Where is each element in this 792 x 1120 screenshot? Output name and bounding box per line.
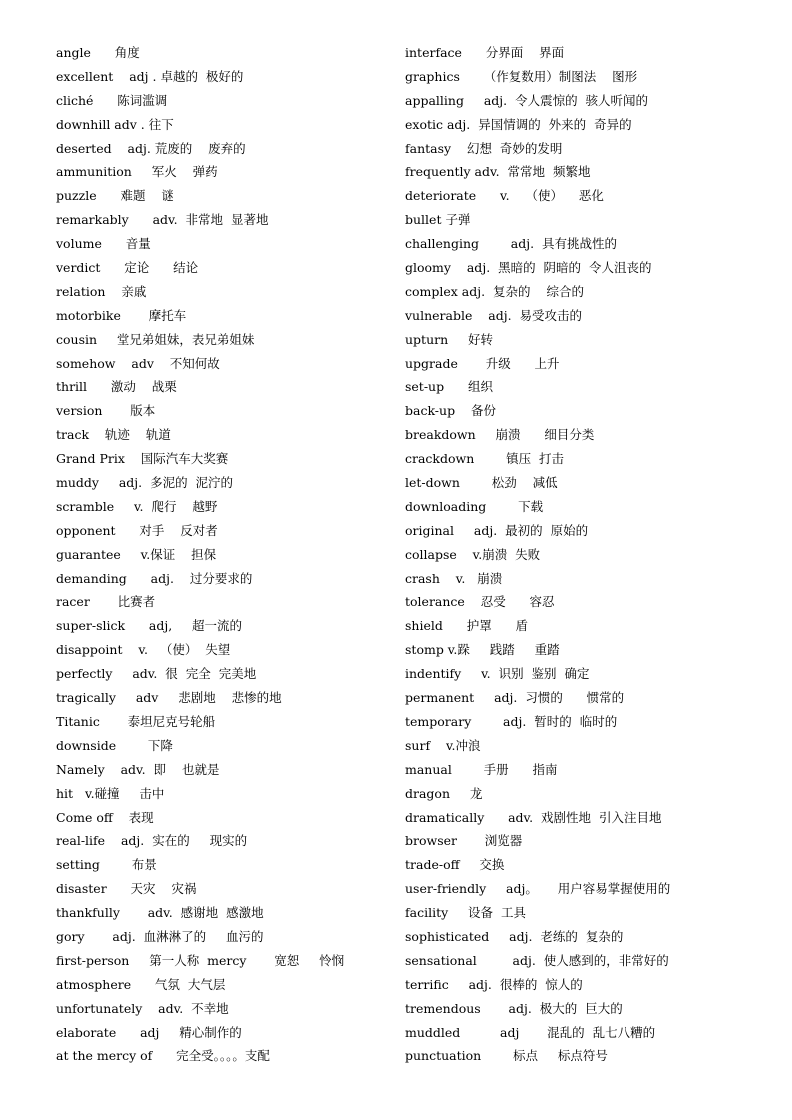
vocab-entry: downhill adv . 往下 xyxy=(56,116,174,132)
vocab-entry: Come off 表现 xyxy=(56,809,154,825)
vocab-entry: surf v.冲浪 xyxy=(405,737,481,753)
vocab-entry: browser 浏览器 xyxy=(405,833,523,849)
vocab-entry: upgrade 升级 上升 xyxy=(405,355,560,371)
vocab-entry: opponent 对手 反对者 xyxy=(56,522,218,538)
vocab-entry: crackdown 镇压 打击 xyxy=(405,451,565,467)
vocab-entry: atmosphere 气氛 大气层 xyxy=(56,976,226,992)
vocab-entry: ammunition 军火 弹药 xyxy=(56,164,218,180)
vocab-entry: exotic adj. 异国情调的 外来的 奇异的 xyxy=(405,116,632,132)
vocab-entry: sensational adj. 使人感到的，非常好的 xyxy=(405,952,669,968)
vocab-entry: downside 下降 xyxy=(56,737,173,753)
vocab-entry: elaborate adj 精心制作的 xyxy=(56,1024,242,1040)
vocab-entry: somehow adv 不知何故 xyxy=(56,355,220,371)
vocab-entry: dramatically adv. 戏剧性地 引入注目地 xyxy=(405,809,662,825)
vocab-entry: breakdown 崩溃 细目分类 xyxy=(405,427,595,443)
vocab-entry: graphics （作复数用）制图法 图形 xyxy=(405,68,638,84)
vocab-entry: gory adj. 血淋淋了的 血污的 xyxy=(56,928,264,944)
vocab-entry: Titanic 泰坦尼克号轮船 xyxy=(56,713,216,729)
vocab-entry: upturn 好转 xyxy=(405,331,494,347)
vocab-entry: facility 设备 工具 xyxy=(405,905,526,921)
vocab-entry: track 轨迹 轨道 xyxy=(56,427,171,443)
vocab-entry: deserted adj. 荒废的 废弃的 xyxy=(56,140,246,156)
vocab-entry: terrific adj. 很棒的 惊人的 xyxy=(405,976,583,992)
vocab-entry: disaster 天灾 灾祸 xyxy=(56,881,197,897)
vocab-entry: punctuation 标点 标点符号 xyxy=(405,1048,608,1064)
vocab-entry: unfortunately adv. 不幸地 xyxy=(56,1000,229,1016)
vocab-entry: original adj. 最初的 原始的 xyxy=(405,522,589,538)
vocab-entry: indentify v. 识别 鉴别 确定 xyxy=(405,666,590,682)
vocab-entry: downloading 下载 xyxy=(405,498,544,514)
vocab-entry: first-person 第一人称 mercy 宽恕 怜悯 xyxy=(56,952,345,968)
vocab-entry: cousin 堂兄弟姐妹，表兄弟姐妹 xyxy=(56,331,255,347)
vocab-entry: trade-off 交换 xyxy=(405,857,505,873)
vocab-entry: setting 布景 xyxy=(56,857,157,873)
vocab-entry: dragon 龙 xyxy=(405,785,483,801)
vocab-entry: volume 音量 xyxy=(56,236,151,252)
vocab-entry: real-life adj. 实在的 现实的 xyxy=(56,833,248,849)
vocab-entry: super-slick adj, 超一流的 xyxy=(56,618,243,634)
vocab-entry: remarkably adv. 非常地 显著地 xyxy=(56,212,269,228)
vocab-entry: motorbike 摩托车 xyxy=(56,307,187,323)
vocab-entry: Grand Prix 国际汽车大奖赛 xyxy=(56,451,229,467)
vocab-entry: gloomy adj. 黑暗的 阴暗的 令人沮丧的 xyxy=(405,260,652,276)
vocab-entry: user-friendly adj。 用户容易掌握使用的 xyxy=(405,881,671,897)
vocab-entry: thankfully adv. 感谢地 感激地 xyxy=(56,905,264,921)
vocab-entry: muddled adj 混乱的 乱七八糟的 xyxy=(405,1024,656,1040)
vocab-entry: tolerance 忍受 容忍 xyxy=(405,594,555,610)
vocab-entry: let-down 松劲 减低 xyxy=(405,475,558,491)
vocab-entry: cliché 陈词滥调 xyxy=(56,92,168,108)
vocab-entry: complex adj. 复杂的 综合的 xyxy=(405,283,584,299)
vocab-entry: relation 亲戚 xyxy=(56,283,147,299)
vocab-entry: at the mercy of 完全受。。。。支配 xyxy=(56,1048,270,1064)
vocab-entry: bullet 子弹 xyxy=(405,212,471,228)
vocab-entry: Namely adv. 即 也就是 xyxy=(56,761,220,777)
vocab-entry: vulnerable adj. 易受攻击的 xyxy=(405,307,583,323)
vocab-entry: set-up 组织 xyxy=(405,379,493,395)
vocab-entry: appalling adj. 令人震惊的 骇人听闻的 xyxy=(405,92,649,108)
right-vocab-column xyxy=(405,41,775,1068)
vocab-entry: angle 角度 xyxy=(56,45,140,60)
vocab-entry: version 版本 xyxy=(56,403,156,419)
vocab-entry: puzzle 难题 谜 xyxy=(56,188,174,204)
vocab-entry: disappoint v. （使） 失望 xyxy=(56,642,231,658)
vocab-entry: frequently adv. 常常地 频繁地 xyxy=(405,164,591,180)
vocab-entry: temporary adj. 暂时的 临时的 xyxy=(405,713,618,729)
vocab-entry: guarantee v.保证 担保 xyxy=(56,546,217,562)
vocab-entry: scramble v. 爬行 越野 xyxy=(56,498,218,514)
vocab-entry: racer 比赛者 xyxy=(56,594,156,610)
vocab-entry: deteriorate v. （使） 恶化 xyxy=(405,188,604,204)
vocab-entry: hit v.碰撞 击中 xyxy=(56,785,165,801)
vocab-entry: interface 分界面 界面 xyxy=(405,45,565,60)
vocab-entry: back-up 备份 xyxy=(405,403,496,419)
vocab-entry: excellent adj . 卓越的 极好的 xyxy=(56,68,244,84)
vocab-entry: fantasy 幻想 奇妙的发明 xyxy=(405,140,563,156)
left-vocab-column xyxy=(56,41,386,1068)
vocab-entry: sophisticated adj. 老练的 复杂的 xyxy=(405,928,624,944)
vocab-entry: muddy adj. 多泥的 泥泞的 xyxy=(56,475,234,491)
vocab-entry: shield 护罩 盾 xyxy=(405,618,529,634)
vocab-entry: verdict 定论 结论 xyxy=(56,260,199,276)
vocab-entry: crash v. 崩溃 xyxy=(405,570,503,586)
vocab-entry: manual 手册 指南 xyxy=(405,761,558,777)
vocab-entry: thrill 激动 战栗 xyxy=(56,379,177,395)
vocab-entry: tremendous adj. 极大的 巨大的 xyxy=(405,1000,623,1016)
vocab-entry: stomp v.跺 践踏 重踏 xyxy=(405,642,560,658)
vocab-entry: perfectly adv. 很 完全 完美地 xyxy=(56,666,257,682)
vocab-entry: demanding adj. 过分要求的 xyxy=(56,570,253,586)
vocab-entry: challenging adj. 具有挑战性的 xyxy=(405,236,618,252)
vocab-entry: permanent adj. 习惯的 惯常的 xyxy=(405,690,625,706)
vocab-entry: collapse v.崩溃 失败 xyxy=(405,546,541,562)
vocab-entry: tragically adv 悲剧地 悲惨的地 xyxy=(56,690,282,706)
